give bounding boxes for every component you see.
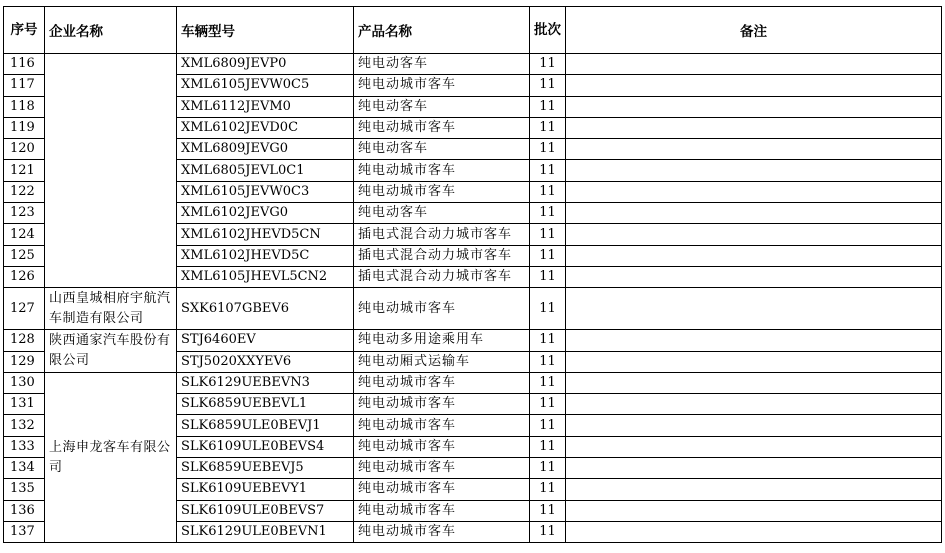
product-cell: 纯电动城市客车: [354, 160, 530, 181]
batch-cell: 11: [530, 139, 566, 160]
header-remarks: 备注: [566, 7, 942, 54]
batch-cell: 11: [530, 117, 566, 138]
model-cell: STJ5020XXYEV6: [177, 351, 354, 372]
model-cell: STJ6460EV: [177, 330, 354, 351]
product-cell: 纯电动城市客车: [354, 415, 530, 436]
remarks-cell: [566, 160, 942, 181]
company-cell: 陕西通家汽车股份有限公司: [45, 330, 177, 373]
model-cell: SLK6859UEBEVL1: [177, 394, 354, 415]
product-cell: 纯电动城市客车: [354, 117, 530, 138]
company-cell: 山西皇城相府宇航汽车制造有限公司: [45, 288, 177, 330]
product-cell: 纯电动城市客车: [354, 479, 530, 500]
remarks-cell: [566, 117, 942, 138]
company-cell-empty: [45, 54, 177, 288]
remarks-cell: [566, 479, 942, 500]
product-cell: 纯电动客车: [354, 96, 530, 117]
seq-cell: 130: [4, 372, 45, 393]
product-cell: 纯电动城市客车: [354, 521, 530, 542]
batch-cell: 11: [530, 203, 566, 224]
seq-cell: 132: [4, 415, 45, 436]
model-cell: XML6809JEVG0: [177, 139, 354, 160]
seq-cell: 119: [4, 117, 45, 138]
product-cell: 纯电动客车: [354, 139, 530, 160]
product-cell: 纯电动客车: [354, 203, 530, 224]
remarks-cell: [566, 245, 942, 266]
product-cell: 纯电动城市客车: [354, 436, 530, 457]
company-cell: 上海申龙客车有限公司: [45, 372, 177, 542]
model-cell: XML6809JEVP0: [177, 54, 354, 75]
seq-cell: 131: [4, 394, 45, 415]
remarks-cell: [566, 54, 942, 75]
seq-cell: 123: [4, 203, 45, 224]
remarks-cell: [566, 139, 942, 160]
product-cell: 纯电动城市客车: [354, 500, 530, 521]
batch-cell: 11: [530, 394, 566, 415]
product-cell: 纯电动城市客车: [354, 458, 530, 479]
batch-cell: 11: [530, 521, 566, 542]
product-cell: 纯电动城市客车: [354, 394, 530, 415]
remarks-cell: [566, 372, 942, 393]
product-cell: 插电式混合动力城市客车: [354, 266, 530, 287]
product-cell: 纯电动城市客车: [354, 372, 530, 393]
model-cell: XML6105JHEVL5CN2: [177, 266, 354, 287]
model-cell: XML6102JEVD0C: [177, 117, 354, 138]
batch-cell: 11: [530, 288, 566, 330]
batch-cell: 11: [530, 372, 566, 393]
batch-cell: 11: [530, 54, 566, 75]
seq-cell: 134: [4, 458, 45, 479]
model-cell: SLK6129ULE0BEVN1: [177, 521, 354, 542]
product-cell: 纯电动客车: [354, 54, 530, 75]
remarks-cell: [566, 415, 942, 436]
remarks-cell: [566, 330, 942, 351]
model-cell: SLK6129UEBEVN3: [177, 372, 354, 393]
header-batch: 批次: [530, 7, 566, 54]
vehicle-catalog-table: [3, 6, 942, 543]
model-cell: XML6102JHEVD5CN: [177, 224, 354, 245]
seq-cell: 122: [4, 181, 45, 202]
seq-cell: 127: [4, 288, 45, 330]
seq-cell: 126: [4, 266, 45, 287]
table-row: [4, 372, 942, 393]
remarks-cell: [566, 203, 942, 224]
seq-cell: 118: [4, 96, 45, 117]
table-row: [4, 330, 942, 351]
seq-cell: 133: [4, 436, 45, 457]
product-cell: 插电式混合动力城市客车: [354, 245, 530, 266]
remarks-cell: [566, 351, 942, 372]
table-header-row: [4, 7, 942, 54]
remarks-cell: [566, 224, 942, 245]
seq-cell: 120: [4, 139, 45, 160]
model-cell: SLK6109ULE0BEVS4: [177, 436, 354, 457]
model-cell: XML6112JEVM0: [177, 96, 354, 117]
product-cell: 纯电动城市客车: [354, 75, 530, 96]
table-row: [4, 288, 942, 330]
model-cell: SLK6859UEBEVJ5: [177, 458, 354, 479]
model-cell: SLK6859ULE0BEVJ1: [177, 415, 354, 436]
batch-cell: 11: [530, 330, 566, 351]
seq-cell: 136: [4, 500, 45, 521]
seq-cell: 116: [4, 54, 45, 75]
seq-cell: 117: [4, 75, 45, 96]
remarks-cell: [566, 181, 942, 202]
product-cell: 纯电动城市客车: [354, 181, 530, 202]
seq-cell: 121: [4, 160, 45, 181]
header-company: 企业名称: [45, 7, 177, 54]
batch-cell: 11: [530, 500, 566, 521]
batch-cell: 11: [530, 181, 566, 202]
model-cell: XML6105JEVW0C5: [177, 75, 354, 96]
remarks-cell: [566, 266, 942, 287]
seq-cell: 125: [4, 245, 45, 266]
batch-cell: 11: [530, 436, 566, 457]
seq-cell: 135: [4, 479, 45, 500]
remarks-cell: [566, 436, 942, 457]
header-model: 车辆型号: [177, 7, 354, 54]
remarks-cell: [566, 458, 942, 479]
product-cell: 纯电动厢式运输车: [354, 351, 530, 372]
remarks-cell: [566, 288, 942, 330]
model-cell: XML6102JHEVD5C: [177, 245, 354, 266]
product-cell: 纯电动城市客车: [354, 288, 530, 330]
model-cell: SLK6109UEBEVY1: [177, 479, 354, 500]
seq-cell: 129: [4, 351, 45, 372]
remarks-cell: [566, 96, 942, 117]
seq-cell: 137: [4, 521, 45, 542]
seq-cell: 124: [4, 224, 45, 245]
batch-cell: 11: [530, 96, 566, 117]
model-cell: SLK6109ULE0BEVS7: [177, 500, 354, 521]
table-row: [4, 54, 942, 75]
header-product: 产品名称: [354, 7, 530, 54]
batch-cell: 11: [530, 75, 566, 96]
model-cell: SXK6107GBEV6: [177, 288, 354, 330]
seq-cell: 128: [4, 330, 45, 351]
batch-cell: 11: [530, 160, 566, 181]
model-cell: XML6105JEVW0C3: [177, 181, 354, 202]
remarks-cell: [566, 521, 942, 542]
product-cell: 纯电动多用途乘用车: [354, 330, 530, 351]
remarks-cell: [566, 394, 942, 415]
remarks-cell: [566, 500, 942, 521]
batch-cell: 11: [530, 266, 566, 287]
batch-cell: 11: [530, 224, 566, 245]
batch-cell: 11: [530, 245, 566, 266]
batch-cell: 11: [530, 479, 566, 500]
model-cell: XML6102JEVG0: [177, 203, 354, 224]
remarks-cell: [566, 75, 942, 96]
product-cell: 插电式混合动力城市客车: [354, 224, 530, 245]
header-seq: 序号: [4, 7, 45, 54]
batch-cell: 11: [530, 415, 566, 436]
batch-cell: 11: [530, 458, 566, 479]
model-cell: XML6805JEVL0C1: [177, 160, 354, 181]
batch-cell: 11: [530, 351, 566, 372]
